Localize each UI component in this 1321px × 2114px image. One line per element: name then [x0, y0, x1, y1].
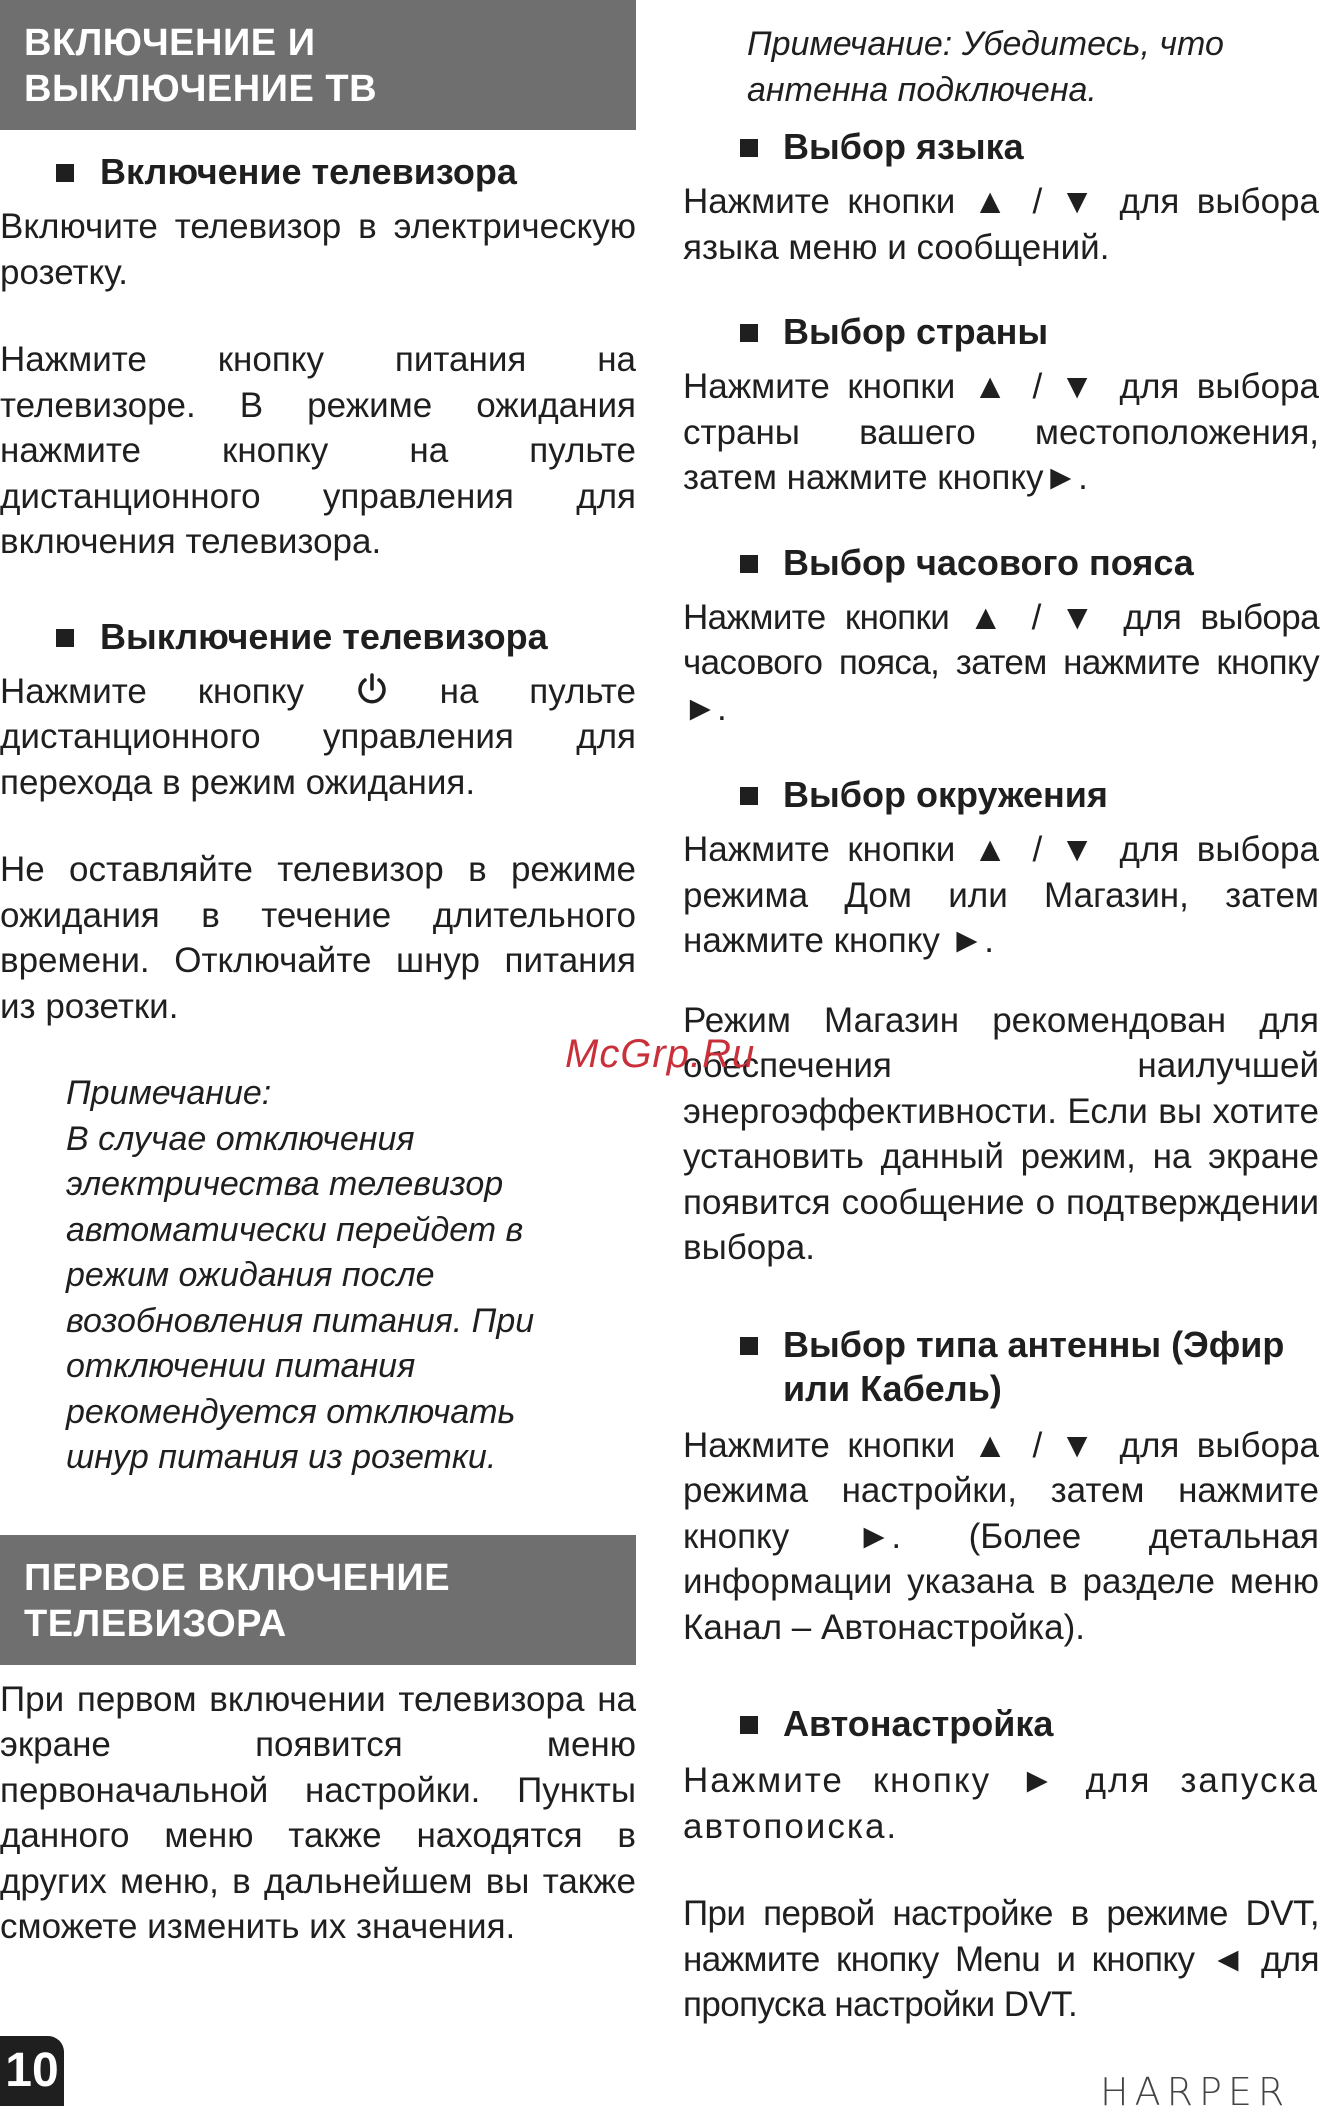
bullet-square-icon — [740, 139, 758, 157]
paragraph-power-on-1: Включите телевизор в электрическую розетку. — [0, 207, 636, 292]
watermark: McGrp.Ru — [565, 1032, 756, 1076]
bullet-square-icon — [740, 787, 758, 805]
heading-country: Выбор страны — [683, 310, 1319, 354]
paragraph-shop-mode: Режим Магазин рекомендован для обеспечения наилучшей энергоэффективности. Если вы хотите установить данный режим, на экране появится сообщение о подтверждении выбора. — [683, 1000, 1319, 1267]
bullet-square-icon — [740, 1716, 758, 1734]
heading-environment: Выбор окружения — [683, 773, 1319, 817]
bullet-square-icon — [740, 555, 758, 573]
paragraph-dvt: При первой настройке в режиме DVT, нажмите кнопку Menu и кнопку ◄ для пропуска настройки DVT. — [683, 1894, 1319, 2024]
section-banner-first-start: ПЕРВОЕ ВКЛЮЧЕНИЕ ТЕЛЕВИЗОРА — [0, 1535, 636, 1665]
note-antenna: Примечание: Убедитесь, что антенна подключена. — [747, 25, 1224, 109]
heading-power-on: Включение телевизора — [0, 150, 636, 194]
heading-language: Выбор языка — [683, 125, 1319, 169]
paragraph-autotune: Нажмите кнопку ► для запуска автопоиска. — [683, 1761, 1319, 1846]
paragraph-environment: Нажмите кнопки ▲ / ▼ для выбора режима Дом или Магазин, затем нажмите кнопку ►. — [683, 830, 1319, 960]
paragraph-power-off-2: Не оставляйте телевизор в режиме ожидания в течение длительного времени. Отключайте шнур питания из розетки. — [0, 850, 636, 1026]
note-label: Примечание: — [66, 1074, 272, 1112]
heading-autotune: Автонастройка — [683, 1702, 1319, 1746]
bullet-square-icon — [56, 629, 74, 647]
note-power-outage: В случае отключения электричества телевизор автоматически перейдет в режим ожидания после возобновления питания. При отключении питания рекомендуется отключать шнур питания из розетки. — [66, 1119, 535, 1476]
left-column — [0, 0, 636, 1950]
section-banner-on-off: ВКЛЮЧЕНИЕ И ВЫКЛЮЧЕНИЕ ТВ — [0, 0, 636, 130]
paragraph-antenna-type: Нажмите кнопки ▲ / ▼ для выбора режима настройки, затем нажмите кнопку ►. (Более детальная информации указана в разделе меню Канал – Автонастройка). — [683, 1425, 1319, 1647]
paragraph-power-off-1: Нажмите кнопку на пульте дистанционного управления для перехода в режим ожидания. — [0, 671, 636, 802]
page-number: 10 — [0, 2036, 64, 2106]
bullet-square-icon — [740, 324, 758, 342]
paragraph-language: Нажмите кнопки ▲ / ▼ для выбора языка меню и сообщений. — [683, 182, 1319, 267]
brand-logo: HARPER — [1100, 2070, 1291, 2114]
right-column — [683, 0, 1319, 2028]
paragraph-power-on-2: Нажмите кнопку питания на телевизоре. В режиме ожидания нажмите кнопку на пульте дистанционного управления для включения телевизора. — [0, 340, 636, 561]
paragraph-first-start: При первом включении телевизора на экране появится меню первоначальной настройки. Пункты данного меню также находятся в других меню, в дальнейшем вы также сможете изменить их значения. — [0, 1679, 636, 1946]
power-icon — [355, 673, 389, 707]
heading-timezone: Выбор часового пояса — [683, 541, 1319, 585]
bullet-square-icon — [740, 1337, 758, 1355]
paragraph-timezone: Нажмите кнопки ▲ / ▼ для выбора часового пояса, затем нажмите кнопку ►. — [683, 597, 1319, 728]
heading-power-off: Выключение телевизора — [0, 615, 636, 659]
bullet-square-icon — [56, 164, 74, 182]
paragraph-country: Нажмите кнопки ▲ / ▼ для выбора страны вашего местоположения, затем нажмите кнопку►. — [683, 367, 1319, 497]
heading-antenna-type: Выбор типа антенны (Эфир или Кабель) — [683, 1323, 1319, 1411]
